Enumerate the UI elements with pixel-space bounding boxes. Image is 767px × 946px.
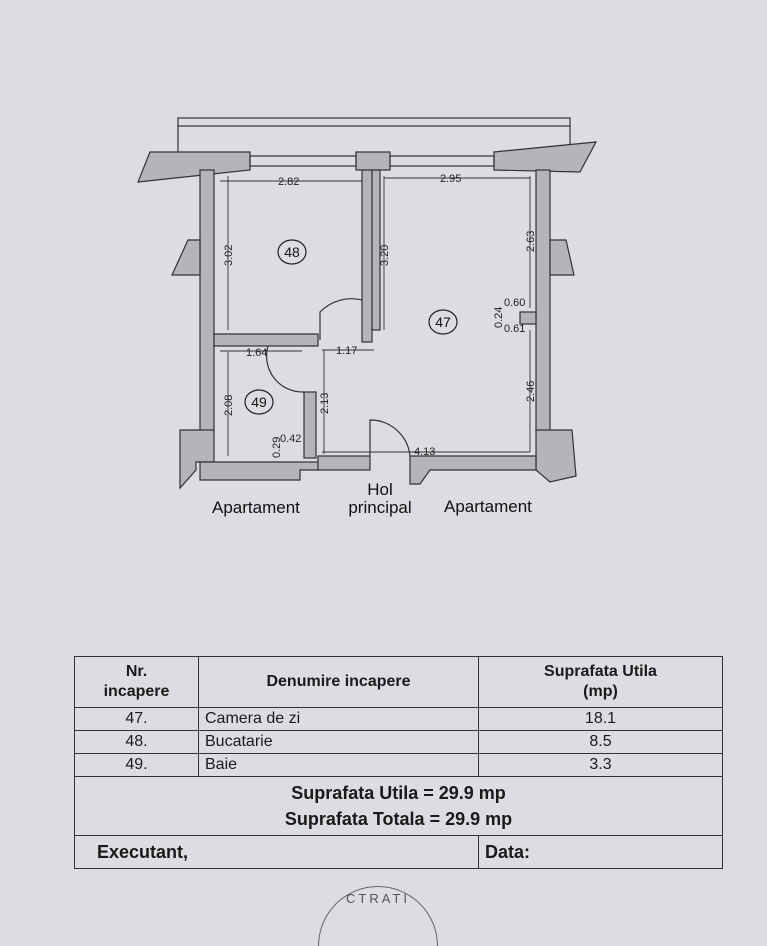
dim-117: 1.17 bbox=[336, 345, 358, 357]
dim-295: 2.95 bbox=[440, 173, 462, 185]
header-nr-line2: incapere bbox=[103, 683, 170, 700]
row-area: 3.3 bbox=[479, 754, 723, 777]
dim-024: 0.24 bbox=[493, 306, 505, 328]
table-header-row bbox=[75, 657, 723, 708]
wall-top-left bbox=[138, 152, 250, 182]
wall-left bbox=[200, 170, 214, 432]
wall-top-middle bbox=[356, 152, 390, 170]
summary-totala: Suprafata Totala = 29.9 mp bbox=[284, 809, 513, 829]
wall-right-stub bbox=[550, 240, 574, 275]
table-row bbox=[75, 754, 723, 777]
balcony-rail bbox=[178, 118, 570, 126]
dim-208: 2.08 bbox=[223, 394, 235, 416]
wall-top-right bbox=[494, 142, 596, 172]
rooms-table bbox=[74, 656, 723, 869]
label-apartament-right: Apartament bbox=[444, 497, 532, 516]
header-name: Denumire incapere bbox=[199, 657, 479, 708]
wall-interior-vertical bbox=[362, 170, 372, 342]
dim-246: 2.46 bbox=[525, 380, 537, 402]
dim-029: 0.29 bbox=[271, 436, 283, 458]
row-nr: 48. bbox=[75, 731, 199, 754]
stamp: CTRATI bbox=[318, 886, 438, 946]
summary-cell bbox=[75, 777, 723, 836]
row-area: 18.1 bbox=[479, 708, 723, 731]
dim-164: 1.64 bbox=[246, 347, 268, 359]
label-principal: principal bbox=[348, 498, 412, 517]
header-nr bbox=[75, 657, 199, 708]
dim-302: 3.02 bbox=[223, 244, 235, 266]
wall-bottom-door-left bbox=[318, 456, 370, 470]
dim-263: 2.63 bbox=[525, 230, 537, 252]
row-name: Bucatarie bbox=[199, 731, 479, 754]
door-kitchen bbox=[320, 299, 362, 340]
dim-213: 2.13 bbox=[319, 392, 331, 414]
header-nr-line1: Nr. bbox=[125, 663, 148, 680]
row-nr: 47. bbox=[75, 708, 199, 731]
footer-row bbox=[75, 836, 723, 869]
door-entrance bbox=[370, 420, 410, 456]
data-label: Data: bbox=[479, 836, 723, 869]
window-right bbox=[390, 156, 494, 166]
room-48-number: 48 bbox=[284, 244, 300, 260]
dim-042: 0.42 bbox=[280, 433, 302, 445]
room-49-number: 49 bbox=[251, 394, 267, 410]
summary-utila: Suprafata Utila = 29.9 mp bbox=[291, 783, 506, 803]
label-apartament-left: Apartament bbox=[212, 498, 300, 517]
window-left bbox=[250, 156, 356, 166]
row-name: Baie bbox=[199, 754, 479, 777]
wall-left-stub bbox=[172, 240, 200, 275]
row-nr: 49. bbox=[75, 754, 199, 777]
dim-061: 0.61 bbox=[504, 323, 526, 335]
room-47-number: 47 bbox=[435, 314, 451, 330]
wall-right bbox=[536, 170, 550, 432]
dim-320: 3.20 bbox=[379, 244, 391, 266]
wall-bath-right bbox=[304, 392, 316, 458]
wall-right-bottom bbox=[536, 430, 576, 482]
label-hol: Hol bbox=[367, 480, 393, 499]
door-bath bbox=[267, 346, 304, 392]
header-area-line1: Suprafata Utila bbox=[544, 663, 657, 680]
table-row bbox=[75, 731, 723, 754]
row-area: 8.5 bbox=[479, 731, 723, 754]
wall-bottom-left bbox=[200, 462, 320, 480]
wall-interior-horizontal bbox=[214, 334, 318, 346]
executant-label: Executant, bbox=[75, 836, 479, 869]
header-area-line2: (mp) bbox=[583, 683, 618, 700]
header-area bbox=[479, 657, 723, 708]
row-name: Camera de zi bbox=[199, 708, 479, 731]
dim-060: 0.60 bbox=[504, 297, 526, 309]
table-row bbox=[75, 708, 723, 731]
summary-row bbox=[75, 777, 723, 836]
dim-413: 4.13 bbox=[414, 446, 436, 458]
dim-282: 2.82 bbox=[278, 176, 300, 188]
wall-bottom-right bbox=[410, 456, 536, 484]
